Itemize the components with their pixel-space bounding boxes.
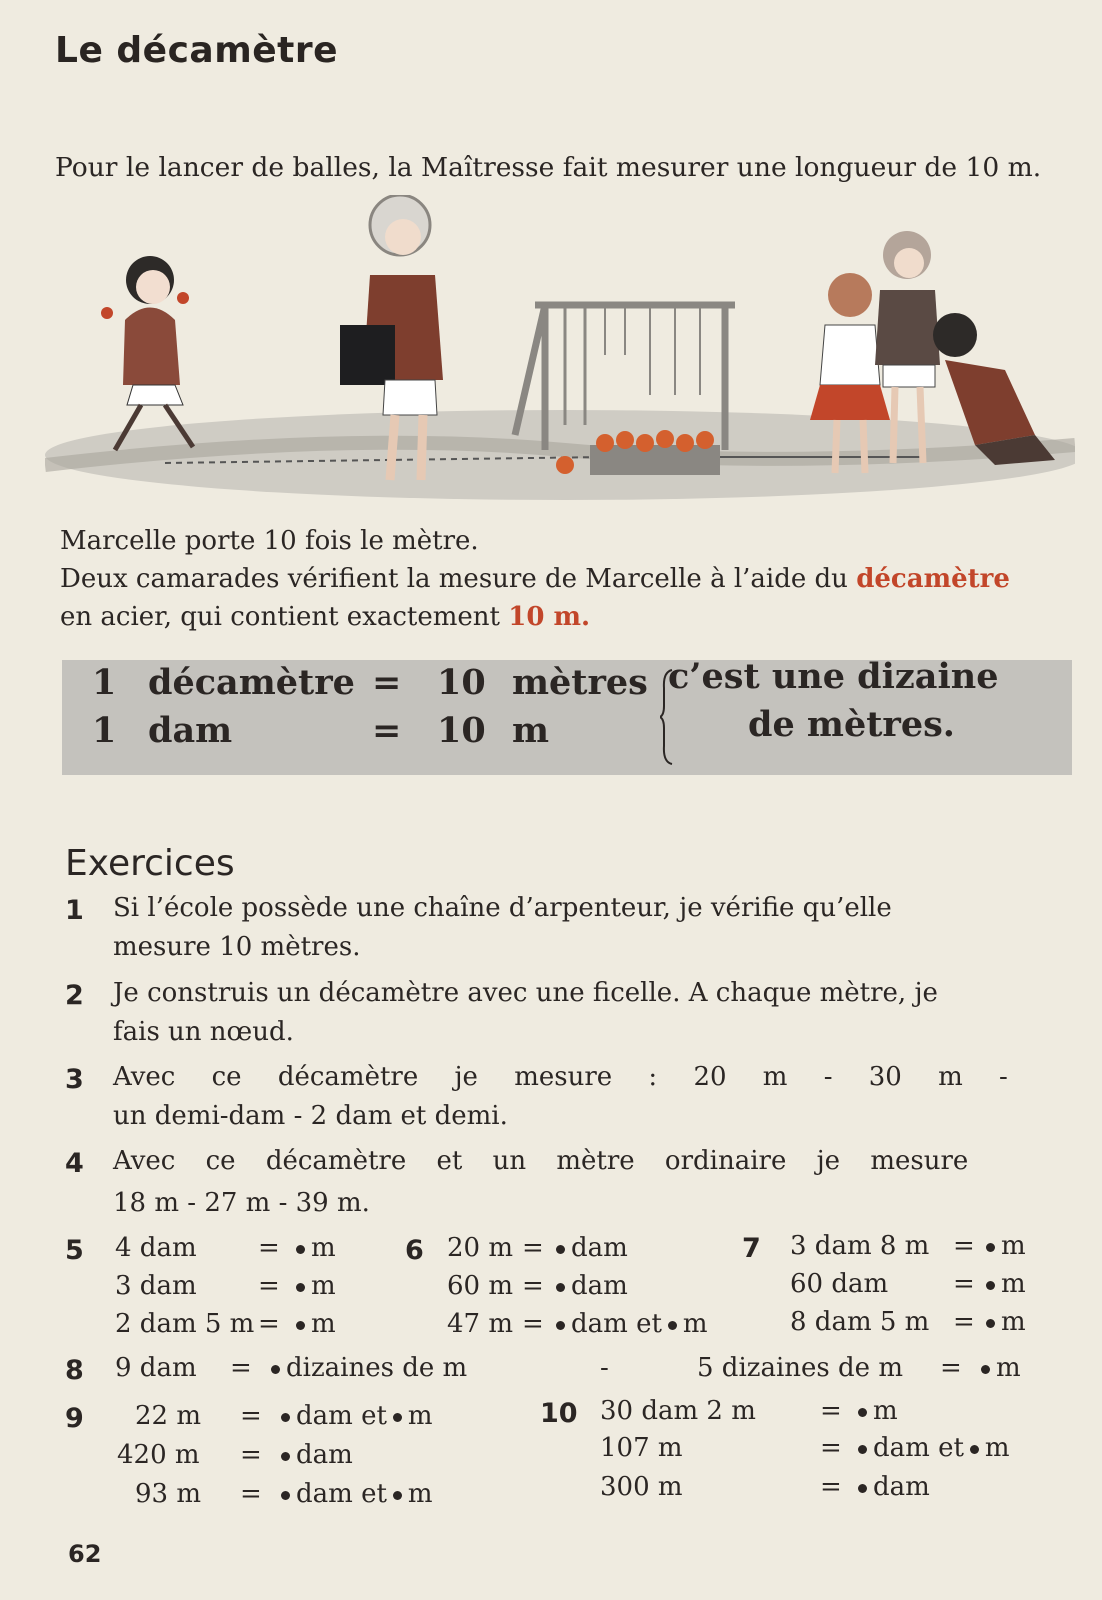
blank-dot	[986, 1281, 995, 1290]
def-r1-eq: =	[372, 662, 402, 703]
ex7-unit-b: m	[1001, 1269, 1026, 1299]
exercise-9-number: 9	[65, 1403, 84, 1434]
ex9-eq-b: =	[240, 1440, 262, 1470]
blank-dot	[981, 1365, 990, 1374]
ex7-eq-a: =	[953, 1231, 975, 1261]
ex7-blank-b	[980, 1269, 1026, 1299]
ex8-left-eq: =	[230, 1353, 252, 1383]
blank-dot	[556, 1283, 565, 1292]
blank-dot	[296, 1321, 305, 1330]
paragraph-line-1: Marcelle porte 10 fois le mètre.	[60, 526, 479, 556]
blank-dot	[296, 1283, 305, 1292]
ex8-left-a: 9 dam	[115, 1353, 197, 1383]
exercise-8-number: 8	[65, 1355, 84, 1386]
def-r1-unit: décamètre	[148, 662, 355, 703]
ex10-eq-b: =	[820, 1433, 842, 1463]
ex10-unit-c: dam	[873, 1472, 930, 1502]
ex10-unit-a: m	[873, 1396, 898, 1426]
ex7-eq-c: =	[953, 1307, 975, 1337]
illustration-playground	[45, 195, 1075, 510]
exercise-10-number: 10	[540, 1398, 578, 1429]
blank-dot	[393, 1491, 402, 1500]
ex10-c: 300 m	[600, 1472, 683, 1502]
def-r2-unit: dam	[148, 710, 233, 751]
exercise-2-number: 2	[65, 980, 84, 1011]
blank-dot	[858, 1445, 867, 1454]
ex6-blank-a	[550, 1233, 628, 1263]
ex10-unit-b2: m	[984, 1433, 1010, 1463]
ex6-eq-a: =	[522, 1233, 544, 1263]
ex10-blank-a	[852, 1396, 898, 1426]
ex7-eq-b: =	[953, 1269, 975, 1299]
ex9-blank-b	[275, 1440, 353, 1470]
ex6-a: 20 m	[447, 1233, 514, 1263]
ex5-blank-a	[290, 1233, 336, 1263]
blank-dot	[281, 1491, 290, 1500]
exercise-4-line-1: Avec ce décamètre et un mètre ordinaire je mesure	[113, 1146, 969, 1176]
ex6-unit-c1: dam et	[571, 1309, 662, 1339]
ex10-blank-b	[852, 1433, 1010, 1463]
exercise-2-line-2: fais un nœud.	[113, 1017, 294, 1047]
blank-dot	[970, 1445, 979, 1454]
intro-text: Pour le lancer de balles, la Maîtresse fait mesurer une longueur de 10 m.	[55, 152, 1042, 183]
highlight-decametre: décamètre	[856, 564, 1010, 594]
ex9-eq-a: =	[240, 1401, 262, 1431]
ex9-blank-a	[275, 1401, 433, 1431]
ex9-unit-a1: dam et	[296, 1401, 387, 1431]
exercise-3-line-2: un demi-dam - 2 dam et demi.	[113, 1101, 508, 1131]
ex7-unit-c: m	[1001, 1307, 1026, 1337]
ex6-unit-a: dam	[571, 1233, 628, 1263]
def-note-line1: c’est une dizaine	[668, 656, 999, 697]
exercise-1-line-1: Si l’école possède une chaîne d’arpenteur, je vérifie qu’elle	[113, 893, 892, 923]
ex8-right-eq: =	[940, 1353, 962, 1383]
exercise-1-line-2: mesure 10 mètres.	[113, 932, 361, 962]
exercise-2-line-1: Je construis un décamètre avec une ficelle. A chaque mètre, je	[113, 978, 938, 1008]
definition-box	[62, 656, 1072, 775]
ex7-c: 8 dam 5 m	[790, 1307, 930, 1337]
ex8-left-blank	[265, 1353, 467, 1383]
ex7-blank-c	[980, 1307, 1026, 1337]
exercise-6-number: 6	[405, 1235, 424, 1266]
exercise-4-number: 4	[65, 1148, 84, 1179]
ex6-blank-b	[550, 1271, 628, 1301]
ex9-eq-c: =	[240, 1479, 262, 1509]
ex10-eq-c: =	[820, 1472, 842, 1502]
def-r1-meters: mètres	[512, 662, 648, 703]
blank-dot	[986, 1243, 995, 1252]
ex10-blank-c	[852, 1472, 930, 1502]
exercise-3-line-1: Avec ce décamètre je mesure : 20 m - 30 m -	[113, 1062, 1008, 1092]
ex7-blank-a	[980, 1231, 1026, 1261]
ex6-eq-b: =	[522, 1271, 544, 1301]
ex5-c: 2 dam 5 m	[115, 1309, 255, 1339]
blank-dot	[858, 1408, 867, 1417]
ex8-right-blank	[975, 1353, 1021, 1383]
exercise-5-number: 5	[65, 1235, 84, 1266]
page-number: 62	[68, 1540, 102, 1568]
def-r1-one: 1	[92, 662, 117, 703]
ex7-unit-a: m	[1001, 1231, 1026, 1261]
ex9-unit-c2: m	[407, 1479, 433, 1509]
def-r2-one: 1	[92, 710, 117, 751]
ex10-b: 107 m	[600, 1433, 683, 1463]
ex5-a: 4 dam	[115, 1233, 197, 1263]
exercise-7-number: 7	[742, 1233, 761, 1264]
blank-dot	[271, 1365, 280, 1374]
paragraph-line-2-text: Deux camarades vérifient la mesure de Marcelle à l’aide du	[60, 564, 857, 594]
paragraph-line-2	[60, 560, 1010, 598]
blank-dot	[281, 1413, 290, 1422]
ex5-eq-c: =	[258, 1309, 280, 1339]
exercise-3-number: 3	[65, 1064, 84, 1095]
ex7-b: 60 dam	[790, 1269, 889, 1299]
exercises-title: Exercices	[65, 843, 235, 884]
ex7-a: 3 dam 8 m	[790, 1231, 930, 1261]
ex5-eq-a: =	[258, 1233, 280, 1263]
ex6-blank-c	[550, 1309, 708, 1339]
def-r2-value: 10	[437, 710, 486, 751]
blank-dot	[858, 1484, 867, 1493]
blank-dot	[296, 1245, 305, 1254]
ex5-eq-b: =	[258, 1271, 280, 1301]
def-r2-eq: =	[372, 710, 402, 751]
ex5-unit-b: m	[311, 1271, 336, 1301]
ex8-left-b: dizaines de m	[286, 1353, 468, 1383]
ex9-b: 420 m	[117, 1440, 200, 1470]
ex6-c: 47 m	[447, 1309, 514, 1339]
def-note-line2: de mètres.	[748, 704, 955, 745]
description-paragraph	[60, 522, 1010, 636]
ex10-a: 30 dam 2 m	[600, 1396, 756, 1426]
blank-dot	[556, 1321, 565, 1330]
ex5-b: 3 dam	[115, 1271, 197, 1301]
ex9-a: 22 m	[135, 1401, 202, 1431]
ex10-unit-b1: dam et	[873, 1433, 964, 1463]
exercise-1-number: 1	[65, 895, 84, 926]
ex9-c: 93 m	[135, 1479, 202, 1509]
blank-dot	[281, 1452, 290, 1461]
blank-dot	[556, 1245, 565, 1254]
ex9-blank-c	[275, 1479, 433, 1509]
ex5-blank-b	[290, 1271, 336, 1301]
paragraph-line-3	[60, 598, 1010, 636]
ex5-unit-a: m	[311, 1233, 336, 1263]
ex6-b: 60 m	[447, 1271, 514, 1301]
blank-dot	[986, 1319, 995, 1328]
ex5-blank-c	[290, 1309, 336, 1339]
girl-left-figure	[101, 256, 193, 450]
ex6-unit-c2: m	[682, 1309, 708, 1339]
highlight-10m: 10 m.	[508, 602, 591, 632]
ex9-unit-a2: m	[407, 1401, 433, 1431]
ex6-unit-b: dam	[571, 1271, 628, 1301]
ex6-eq-c: =	[522, 1309, 544, 1339]
blank-dot	[393, 1413, 402, 1422]
ex8-right-a: 5 dizaines de m	[697, 1353, 903, 1383]
ex9-unit-c1: dam et	[296, 1479, 387, 1509]
ex9-unit-b: dam	[296, 1440, 353, 1470]
exercise-4-line-2: 18 m - 27 m - 39 m.	[113, 1188, 370, 1218]
paragraph-line-3-text: en acier, qui contient exactement	[60, 602, 509, 632]
ex10-eq-a: =	[820, 1396, 842, 1426]
def-r1-value: 10	[437, 662, 486, 703]
ex5-unit-c: m	[311, 1309, 336, 1339]
blank-dot	[668, 1321, 677, 1330]
ex8-right-b: m	[996, 1353, 1021, 1383]
def-r2-m: m	[512, 710, 550, 751]
page-title: Le décamètre	[55, 30, 339, 71]
ex8-separator: -	[600, 1353, 609, 1383]
